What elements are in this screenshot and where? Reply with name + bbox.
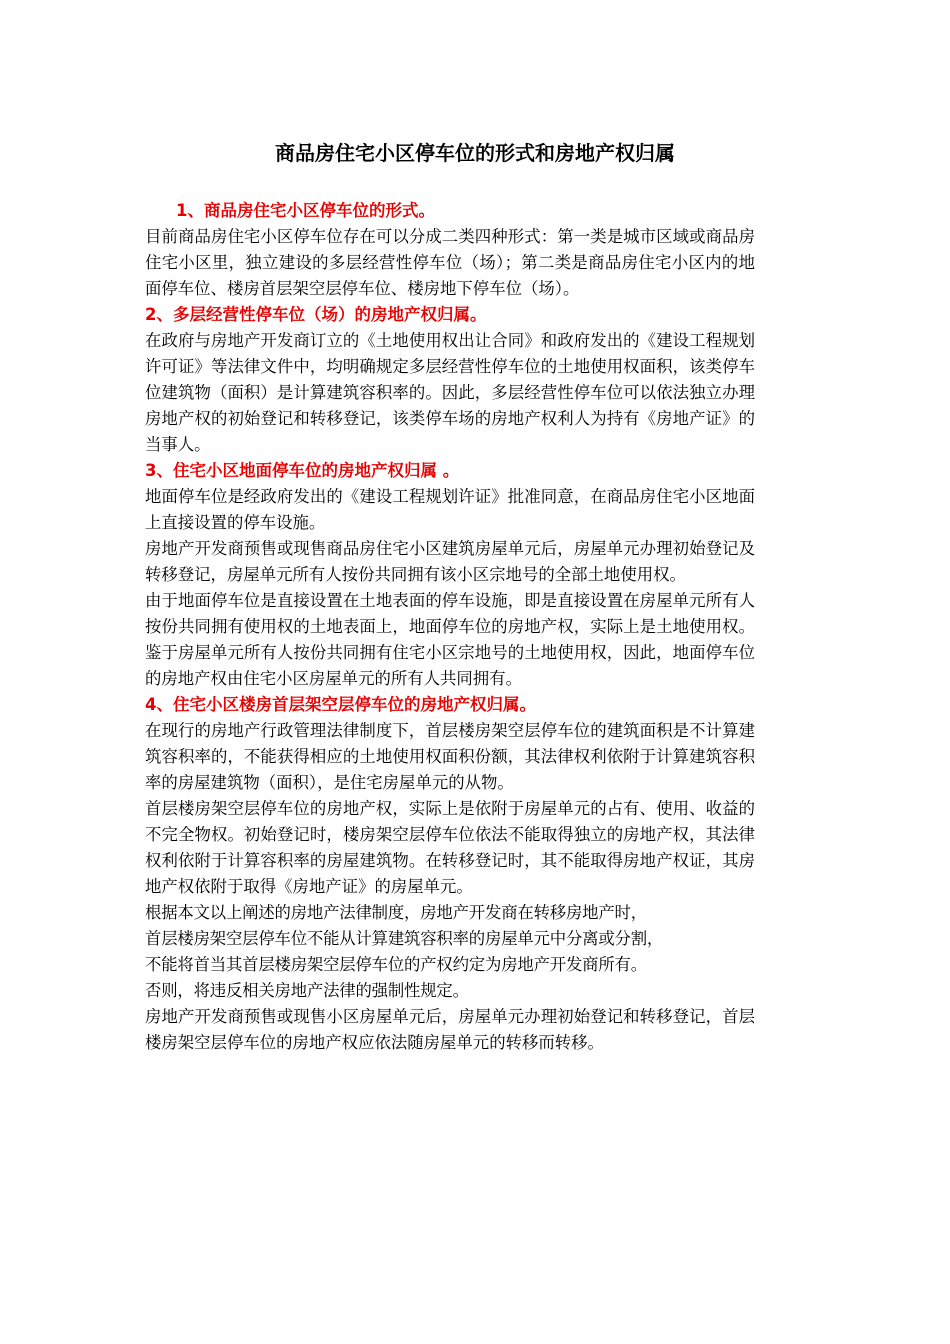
document-title: 商品房住宅小区停车位的形式和房地产权归属 xyxy=(275,141,675,165)
paragraph-stilt-floor-rights: 首层楼房架空层停车位的房地产权，实际上是依附于房屋单元的占有、使用、收益的不完全物权。初始登记时，楼房架空层停车位依法不能取得独立的房地产权，其法律权利依附于计算容积率的房屋建筑物。在转移登记时，其不能取得房地产权证，其房地产权依附于取得《房地产证》的房屋单元。 xyxy=(145,799,755,896)
paragraph-forms: 目前商品房住宅小区停车位存在可以分成二类四种形式：第一类是城市区域或商品房住宅小区里，独立建设的多层经营性停车位（场）；第二类是商品房住宅小区内的地面停车位、楼房首层架空层停车位、楼房地下停车位（场）。 xyxy=(145,227,755,298)
paragraph-stilt-floor-parking: 在现行的房地产行政管理法律制度下，首层楼房架空层停车位的建筑面积是不计算建筑容积率的，不能获得相应的土地使用权面积份额，其法律权利依附于计算建筑容积率的房屋建筑物（面积），是住宅房屋单元的从物。 xyxy=(145,721,755,792)
paragraph-ground-parking-registration: 房地产开发商预售或现售商品房住宅小区建筑房屋单元后，房屋单元办理初始登记及转移登记，房屋单元所有人按份共同拥有该小区宗地号的全部土地使用权。 xyxy=(145,539,755,584)
paragraph-multilevel-parking: 在政府与房地产开发商订立的《土地使用权出让合同》和政府发出的《建设工程规划许可证》等法律文件中，均明确规定多层经营性停车位的土地使用权面积，该类停车位建筑物（面积）是计算建筑容积率的。因此，多层经营性停车位可以依法独立办理房地产权的初始登记和转移登记，该类停车场的房地产权利人为持有《房地产证》的当事人。 xyxy=(145,331,755,454)
section-heading-3: 3、住宅小区地面停车位的房地产权归属 。 xyxy=(145,461,460,480)
paragraph-line: 不能将首当其首层楼房架空层停车位的产权约定为房地产开发商所有。 xyxy=(145,955,647,974)
paragraph-ground-parking-ownership: 由于地面停车位是直接设置在土地表面的停车设施，即是直接设置在房屋单元所有人按份共同拥有使用权的土地表面上，地面停车位的房地产权，实际上是土地使用权。鉴于房屋单元所有人按份共同拥有住宅小区宗地号的土地使用权，因此，地面停车位的房地产权由住宅小区房屋单元的所有人共同拥有。 xyxy=(145,591,755,688)
document-body xyxy=(145,198,755,1056)
paragraph-line: 根据本文以上阐述的房地产法律制度，房地产开发商在转移房地产时， xyxy=(145,903,647,922)
paragraph-transfer-rule: 房地产开发商预售或现售小区房屋单元后，房屋单元办理初始登记和转移登记，首层楼房架空层停车位的房地产权应依法随房屋单元的转移而转移。 xyxy=(145,1007,755,1052)
paragraph-legal-conclusion xyxy=(145,900,755,1004)
paragraph-line: 否则，将违反相关房地产法律的强制性规定。 xyxy=(145,981,469,1000)
paragraph-line: 首层楼房架空层停车位不能从计算建筑容积率的房屋单元中分离或分割， xyxy=(145,929,664,948)
paragraph-ground-parking-definition: 地面停车位是经政府发出的《建设工程规划许证》批准同意，在商品房住宅小区地面上直接设置的停车设施。 xyxy=(145,487,755,532)
section-heading-4: 4、住宅小区楼房首层架空层停车位的房地产权归属。 xyxy=(145,695,536,714)
section-heading-2: 2、多层经营性停车位（场）的房地产权归属。 xyxy=(145,305,487,324)
section-heading-1: 1、商品房住宅小区停车位的形式。 xyxy=(176,201,435,220)
